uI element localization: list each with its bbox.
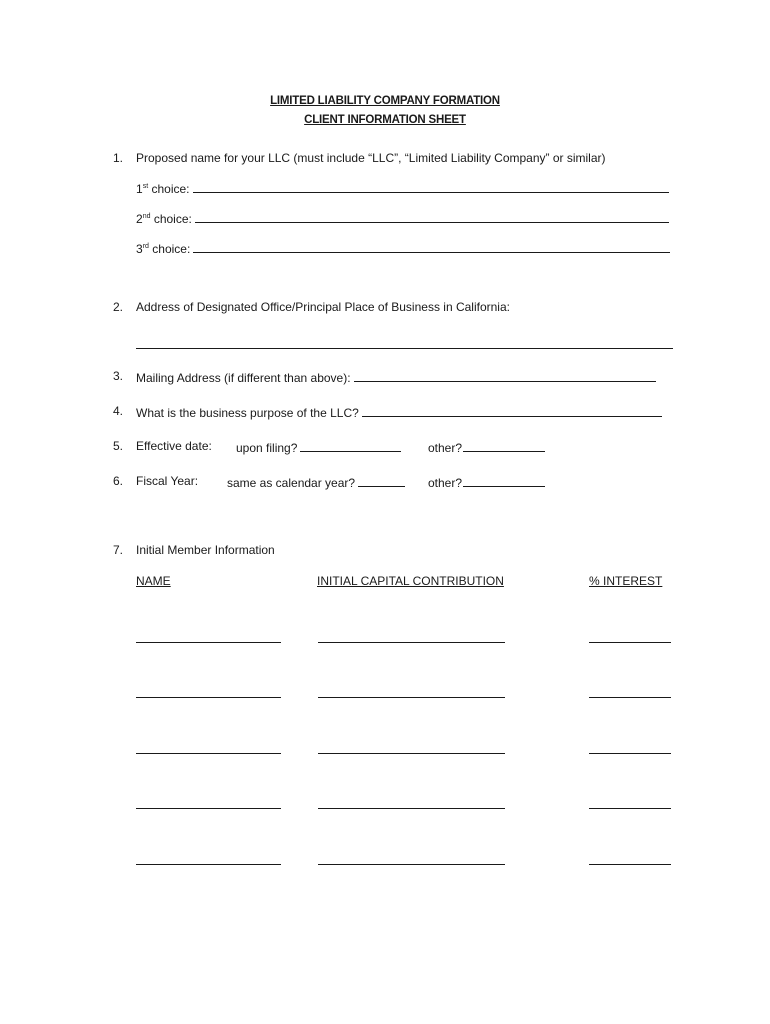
member-name-field[interactable] xyxy=(136,808,281,809)
item-text-4: What is the business purpose of the LLC? xyxy=(136,406,359,420)
choice-row-2 xyxy=(136,210,669,226)
member-capital-field[interactable] xyxy=(318,808,505,809)
effective-other-field[interactable] xyxy=(463,439,545,452)
calendar-year-field[interactable] xyxy=(358,474,405,487)
member-capital-field[interactable] xyxy=(318,864,505,865)
choice-row-3 xyxy=(136,240,670,256)
choice-label: choice: xyxy=(152,242,191,256)
member-interest-field[interactable] xyxy=(589,808,671,809)
item-number-5: 5. xyxy=(113,439,124,453)
choice-label: choice: xyxy=(153,212,192,226)
effective-other-label: other? xyxy=(428,441,463,455)
choice-row-1 xyxy=(136,180,669,196)
calendar-year-label: same as calendar year? xyxy=(227,476,356,490)
fiscal-other-field[interactable] xyxy=(463,474,545,487)
member-capital-field[interactable] xyxy=(318,642,505,643)
form-title: LIMITED LIABILITY COMPANY FORMATION xyxy=(270,95,500,107)
address-field[interactable] xyxy=(136,348,673,349)
member-interest-field[interactable] xyxy=(589,642,671,643)
choice-ordinal: 2 xyxy=(136,212,143,226)
item-number-4: 4. xyxy=(113,404,124,418)
choice-suffix: rd xyxy=(142,243,149,250)
upon-filing-field[interactable] xyxy=(300,439,401,452)
third-choice-field[interactable] xyxy=(193,240,670,253)
business-purpose-field[interactable] xyxy=(362,404,662,417)
item-text-7: Initial Member Information xyxy=(136,543,275,557)
column-header-interest: % INTEREST xyxy=(589,574,663,588)
member-interest-field[interactable] xyxy=(589,697,671,698)
member-name-field[interactable] xyxy=(136,642,281,643)
item-number-6: 6. xyxy=(113,474,124,488)
mailing-address-field[interactable] xyxy=(354,369,656,382)
item-number-3: 3. xyxy=(113,369,124,383)
member-interest-field[interactable] xyxy=(589,753,671,754)
form-subtitle: CLIENT INFORMATION SHEET xyxy=(304,114,466,126)
item-text-5: Effective date: xyxy=(136,439,212,453)
choice-ordinal: 3 xyxy=(136,242,143,256)
fiscal-other xyxy=(428,474,545,490)
member-capital-field[interactable] xyxy=(318,697,505,698)
choice-ordinal: 1 xyxy=(136,182,143,196)
upon-filing-label: upon filing? xyxy=(236,441,298,455)
choice-suffix: nd xyxy=(142,213,151,220)
column-header-name: NAME xyxy=(136,574,171,588)
member-name-field[interactable] xyxy=(136,753,281,754)
second-choice-field[interactable] xyxy=(195,210,669,223)
item-text-3: Mailing Address (if different than above): xyxy=(136,371,351,385)
effective-upon-filing xyxy=(236,439,401,455)
fiscal-calendar-year xyxy=(227,474,405,490)
first-choice-field[interactable] xyxy=(193,180,669,193)
item-number-7: 7. xyxy=(113,543,124,557)
item-row-4 xyxy=(136,404,662,420)
item-text-1: Proposed name for your LLC (must include “LLC”, “Limited Liability Company” or similar) xyxy=(136,151,606,165)
member-name-field[interactable] xyxy=(136,864,281,865)
effective-other xyxy=(428,439,545,455)
item-text-2: Address of Designated Office/Principal Place of Business in California: xyxy=(136,300,510,314)
member-name-field[interactable] xyxy=(136,697,281,698)
item-number-1: 1. xyxy=(113,151,124,165)
fiscal-other-label: other? xyxy=(428,476,463,490)
item-text-6: Fiscal Year: xyxy=(136,474,199,488)
item-number-2: 2. xyxy=(113,300,124,314)
item-row-3 xyxy=(136,369,656,385)
column-header-capital: INITIAL CAPITAL CONTRIBUTION xyxy=(317,574,504,588)
choice-label: choice: xyxy=(151,182,190,196)
member-capital-field[interactable] xyxy=(318,753,505,754)
member-interest-field[interactable] xyxy=(589,864,671,865)
choice-suffix: st xyxy=(142,183,149,190)
